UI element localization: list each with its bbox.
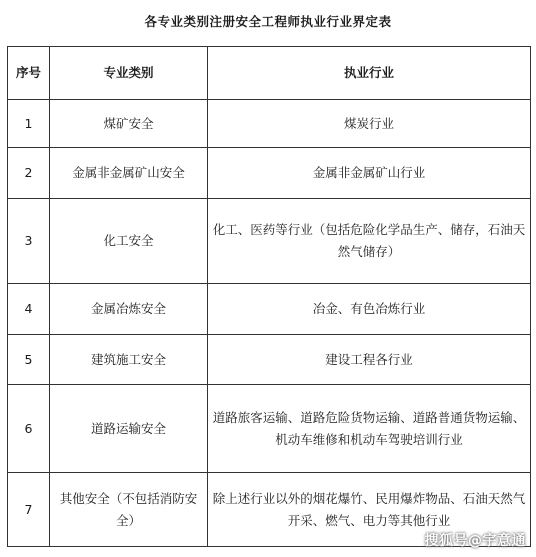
header-industry: 执业行业 — [208, 47, 531, 100]
row-industry: 金属非金属矿山行业 — [208, 148, 531, 199]
header-no: 序号 — [8, 47, 50, 100]
page-title: 各专业类别注册安全工程师执业行业界定表 — [144, 14, 392, 29]
table-row — [8, 199, 531, 284]
table-row — [8, 284, 531, 335]
table-row — [8, 335, 531, 385]
row-no: 4 — [8, 284, 50, 335]
row-category: 金属非金属矿山安全 — [50, 148, 208, 199]
row-industry: 煤炭行业 — [208, 100, 531, 148]
row-category: 化工安全 — [50, 199, 208, 284]
table-row — [8, 148, 531, 199]
header-category: 专业类别 — [50, 47, 208, 100]
industry-definition-table — [7, 46, 531, 547]
table-row — [8, 385, 531, 473]
table-header-row — [8, 47, 531, 100]
row-no: 2 — [8, 148, 50, 199]
row-category: 金属冶炼安全 — [50, 284, 208, 335]
row-industry: 除上述行业以外的烟花爆竹、民用爆炸物品、石油天然气开采、燃气、电力等其他行业 — [208, 473, 531, 547]
row-category: 建筑施工安全 — [50, 335, 208, 385]
row-category: 道路运输安全 — [50, 385, 208, 473]
row-category: 其他安全（不包括消防安全） — [50, 473, 208, 547]
row-no: 6 — [8, 385, 50, 473]
row-no: 7 — [8, 473, 50, 547]
row-category: 煤矿安全 — [50, 100, 208, 148]
row-industry: 建设工程各行业 — [208, 335, 531, 385]
row-industry: 化工、医药等行业（包括危险化学品生产、储存，石油天然气储存） — [208, 199, 531, 284]
row-no: 1 — [8, 100, 50, 148]
row-no: 3 — [8, 199, 50, 284]
row-no: 5 — [8, 335, 50, 385]
row-industry: 道路旅客运输、道路危险货物运输、道路普通货物运输、机动车维修和机动车驾驶培训行业 — [208, 385, 531, 473]
watermark-text: 搜狐号@宇意通 — [424, 533, 526, 549]
table-row — [8, 100, 531, 148]
row-industry: 冶金、有色冶炼行业 — [208, 284, 531, 335]
